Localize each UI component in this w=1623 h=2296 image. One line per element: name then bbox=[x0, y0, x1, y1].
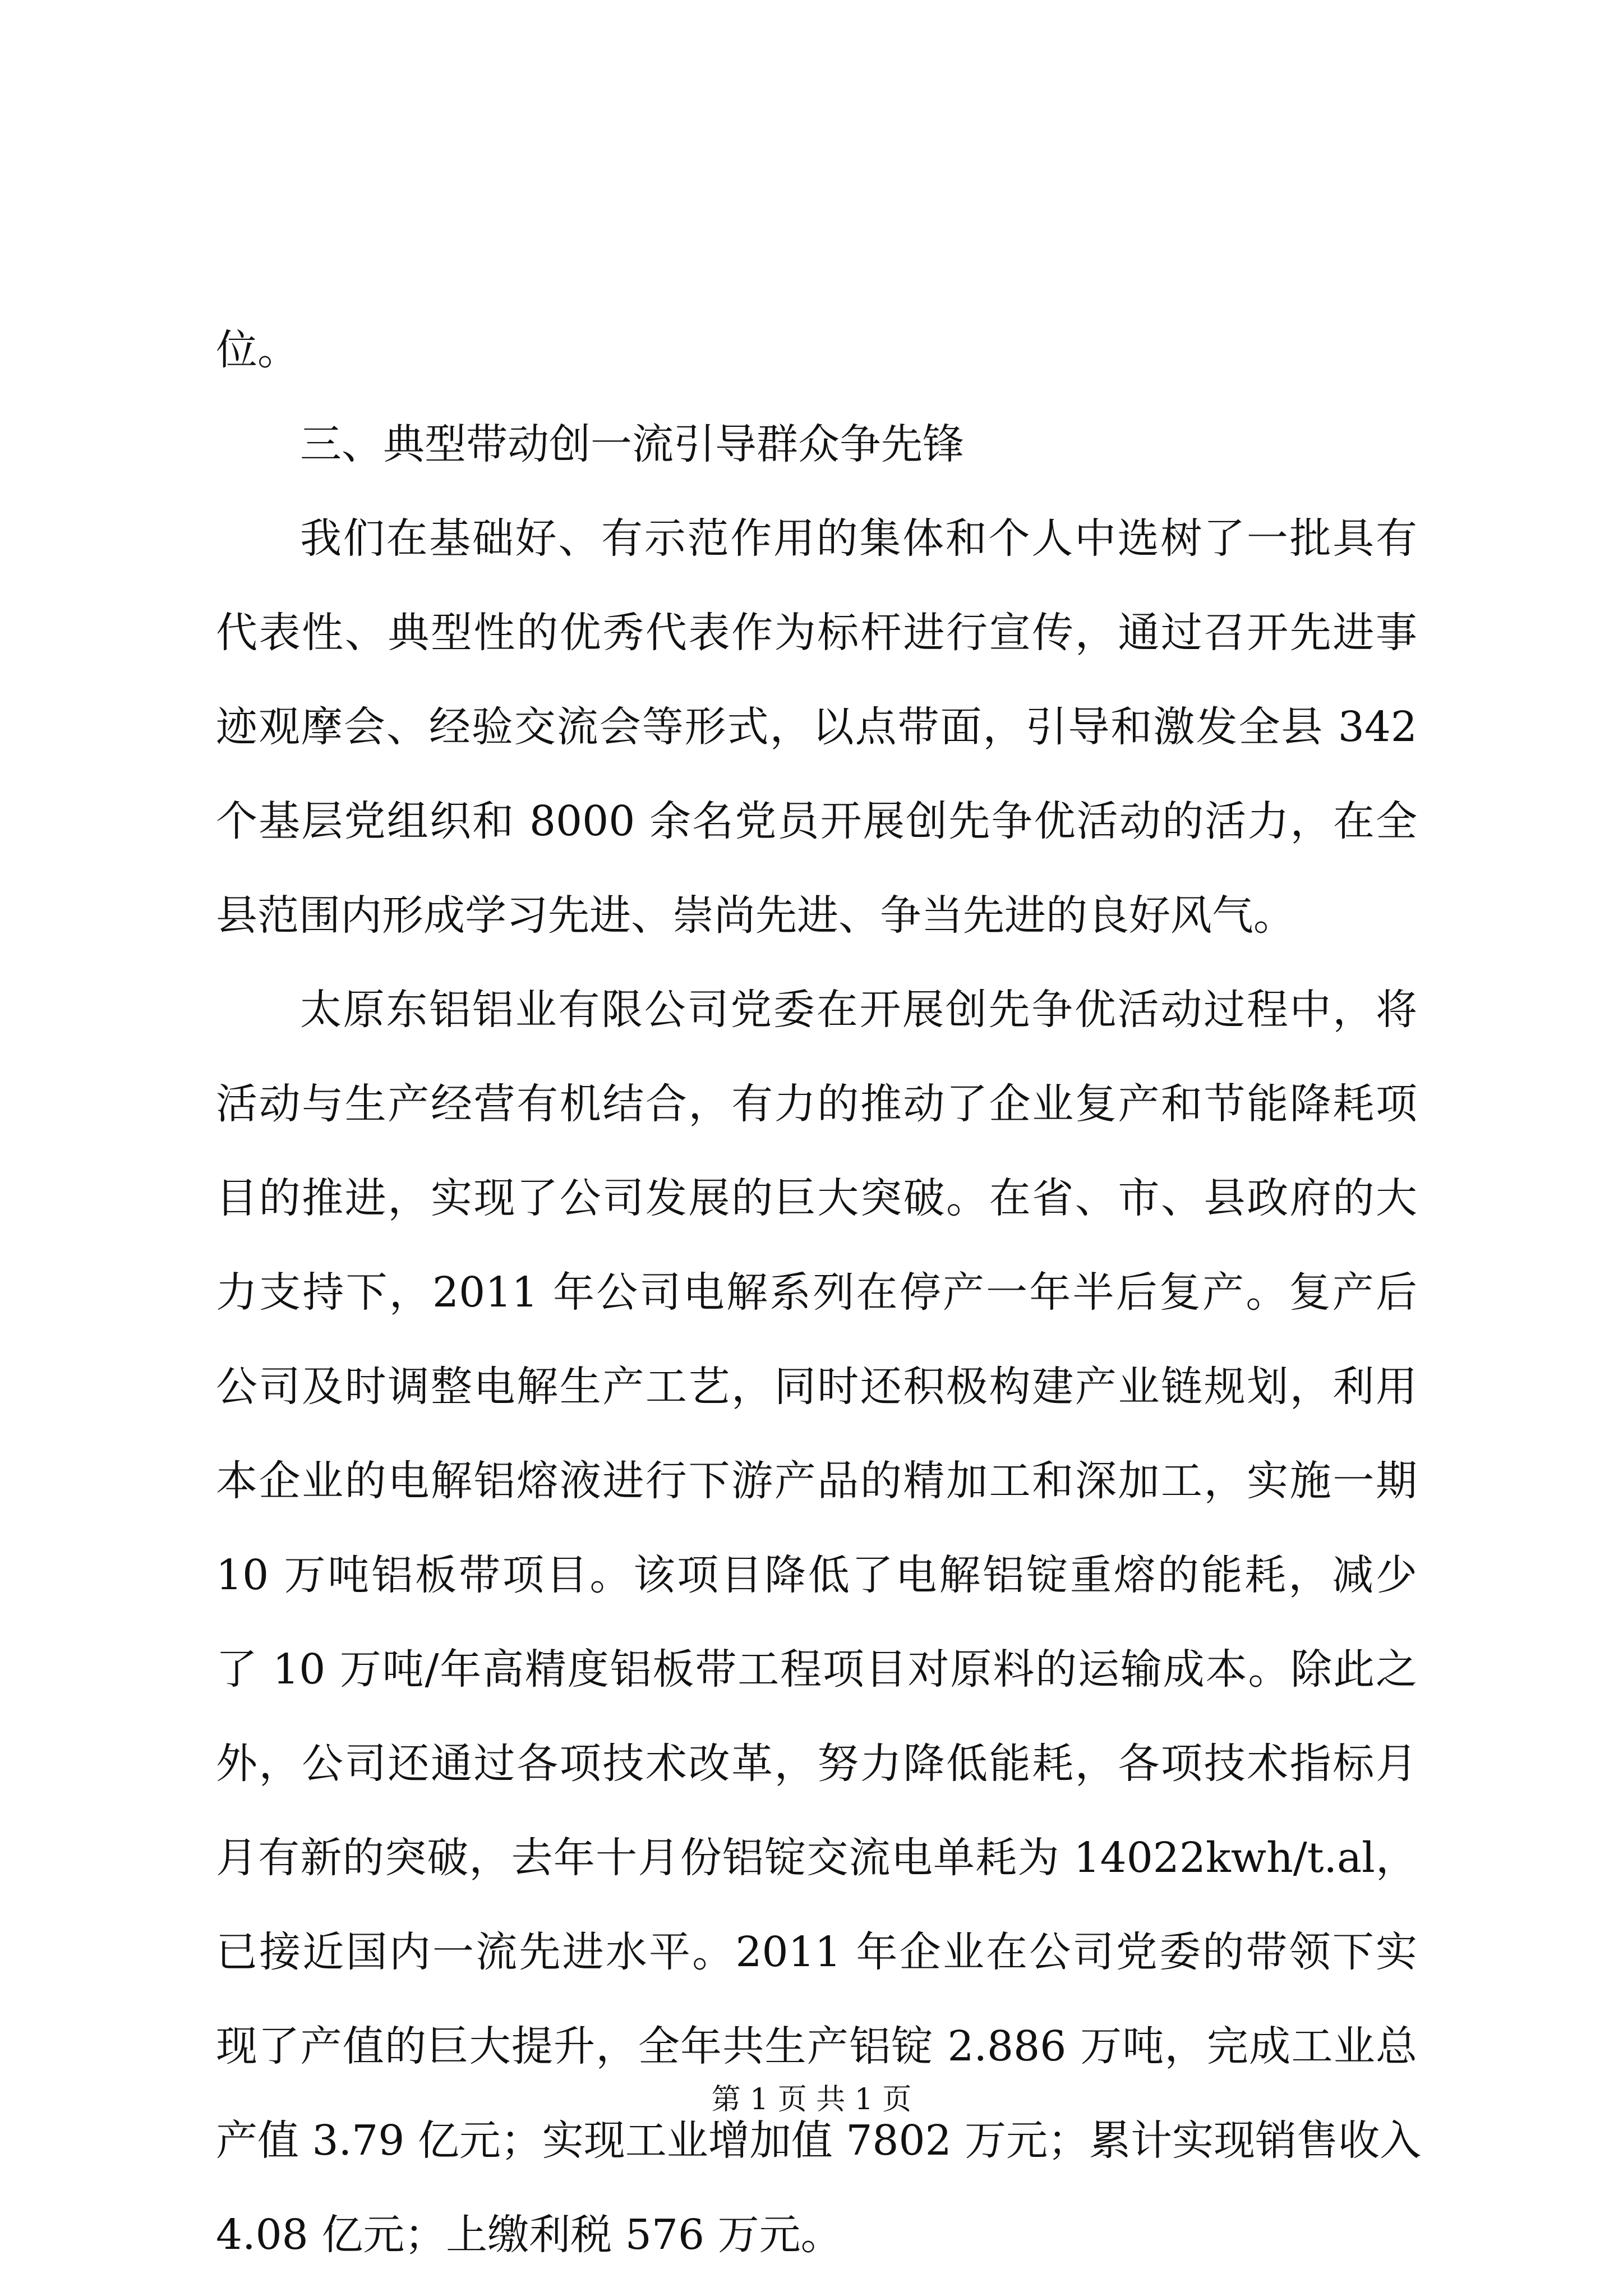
text-line: 了 10 万吨/年高精度铝板带工程项目对原料的运输成本。除此之 bbox=[216, 1645, 1417, 1694]
text-line: 力支持下，2011 年公司电解系列在停产一年半后复产。复产后 bbox=[216, 1268, 1417, 1317]
text-line: 目的推进，实现了公司发展的巨大突破。在省、市、县政府的大 bbox=[216, 1174, 1417, 1222]
page-number-footer: 第 1 页 共 1 页 bbox=[711, 2083, 912, 2116]
text-line: 本企业的电解铝熔液进行下游产品的精加工和深加工，实施一期 bbox=[216, 1457, 1417, 1505]
text-line: 位。 bbox=[216, 326, 299, 374]
text-line: 迹观摩会、经验交流会等形式，以点带面，引导和激发全县 342 bbox=[216, 703, 1417, 751]
text-line: 我们在基础好、有示范作用的集体和个人中选树了一批具有 bbox=[300, 514, 1417, 563]
text-line: 10 万吨铝板带项目。该项目降低了电解铝锭重熔的能耗，减少 bbox=[216, 1551, 1417, 1599]
text-line: 个基层党组织和 8000 余名党员开展创先争优活动的活力，在全 bbox=[216, 797, 1417, 845]
text-line: 活动与生产经营有机结合，有力的推动了企业复产和节能降耗项 bbox=[216, 1080, 1417, 1128]
text-line: 公司及时调整电解生产工艺，同时还积极构建产业链规划，利用 bbox=[216, 1363, 1417, 1411]
section-heading: 三、典型带动创一流引导群众争先锋 bbox=[300, 420, 964, 468]
text-line: 代表性、典型性的优秀代表作为标杆进行宣传，通过召开先进事 bbox=[216, 609, 1417, 657]
text-line: 太原东铝铝业有限公司党委在开展创先争优活动过程中，将 bbox=[300, 986, 1417, 1034]
text-line: 产值 3.79 亿元；实现工业增加值 7802 万元；累计实现销售收入 bbox=[216, 2116, 1422, 2165]
document-body bbox=[216, 303, 1422, 2282]
text-line: 外，公司还通过各项技术改革，努力降低能耗，各项技术指标月 bbox=[216, 1740, 1417, 1788]
text-line: 县范围内形成学习先进、崇尚先进、争当先进的良好风气。 bbox=[216, 891, 1295, 940]
text-line: 月有新的突破，去年十月份铝锭交流电单耗为 14022kwh/t.al， bbox=[216, 1834, 1417, 1882]
text-line: 已接近国内一流先进水平。2011 年企业在公司党委的带领下实 bbox=[216, 1928, 1417, 1976]
text-line: 4.08 亿元；上缴利税 576 万元。 bbox=[216, 2211, 842, 2259]
text-line: 现了产值的巨大提升，全年共生产铝锭 2.886 万吨，完成工业总 bbox=[216, 2022, 1417, 2070]
